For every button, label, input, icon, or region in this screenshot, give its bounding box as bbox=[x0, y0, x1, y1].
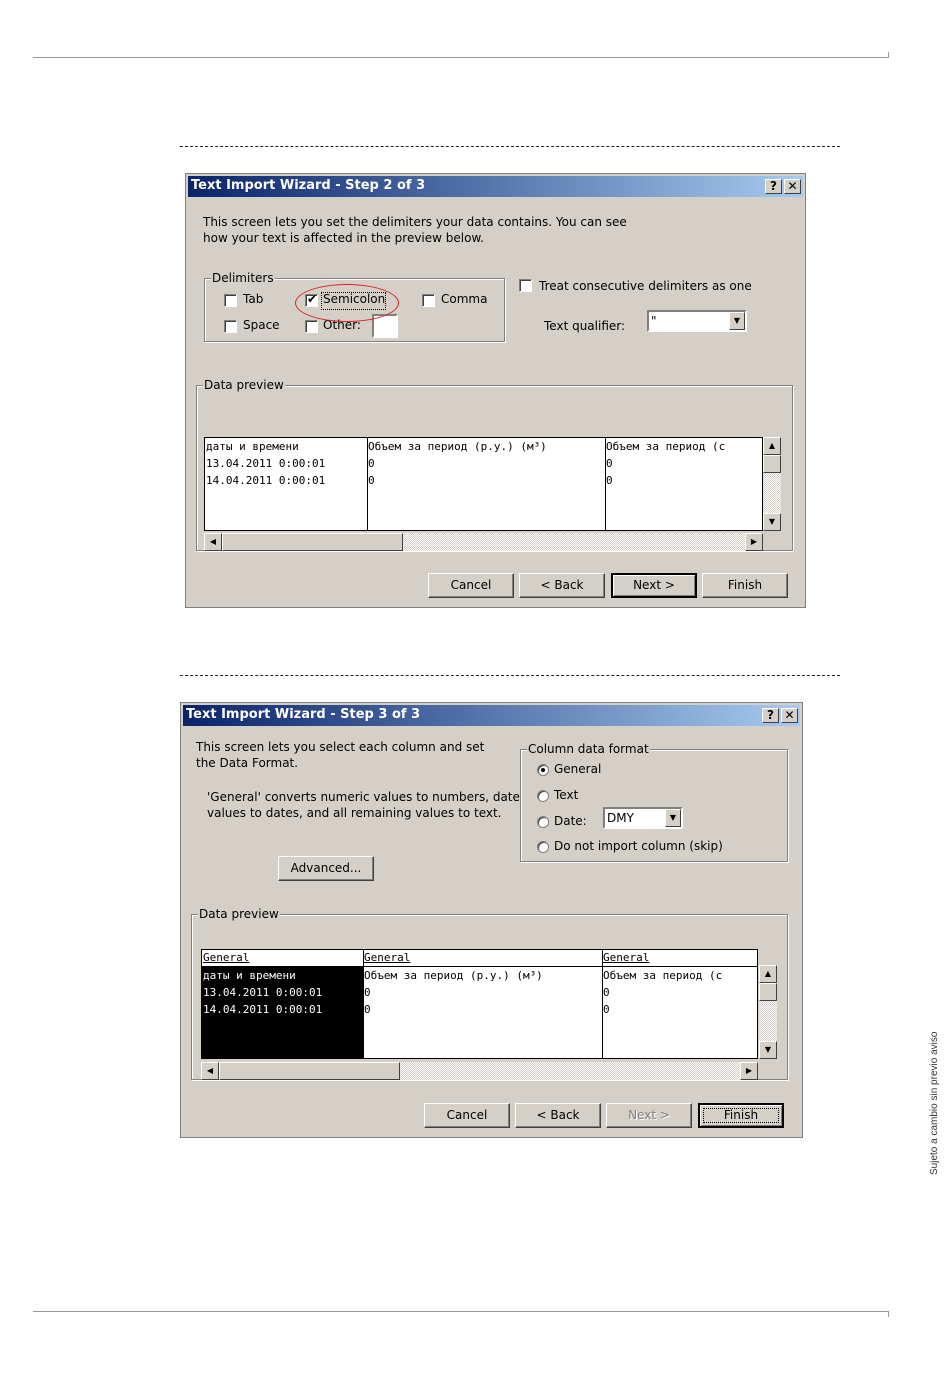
preview-cell: 0 bbox=[368, 474, 375, 487]
preview-cell: 0 bbox=[364, 1003, 371, 1016]
space-label: Space bbox=[243, 318, 280, 332]
preview-cell: 14.04.2011 0:00:01 bbox=[206, 474, 326, 487]
step2-dialog bbox=[185, 173, 806, 608]
text-qualifier-value: " bbox=[651, 314, 657, 328]
next-button[interactable]: Next > bbox=[606, 1103, 692, 1128]
scroll-up-icon[interactable]: ▲ bbox=[759, 965, 777, 983]
step2-preview-grid[interactable] bbox=[204, 437, 763, 531]
step2-titlebar bbox=[188, 176, 803, 197]
step2-title: Text Import Wizard - Step 2 of 3 bbox=[191, 178, 426, 193]
data-preview-legend: Data preview bbox=[199, 907, 279, 921]
date-format-value: DMY bbox=[607, 811, 634, 825]
scroll-down-icon[interactable]: ▼ bbox=[759, 1041, 777, 1059]
scroll-thumb[interactable] bbox=[759, 983, 777, 1001]
close-icon[interactable]: ✕ bbox=[781, 708, 798, 723]
preview-cell: 0 bbox=[364, 986, 371, 999]
preview-cell: даты и времени bbox=[206, 440, 299, 453]
finish-button[interactable] bbox=[698, 1103, 784, 1128]
preview-column-2[interactable] bbox=[367, 438, 606, 530]
text-qualifier-label: Text qualifier: bbox=[544, 319, 626, 333]
other-label: Other: bbox=[323, 318, 361, 332]
finish-button-label: Finish bbox=[723, 1108, 759, 1122]
general-label: General bbox=[554, 762, 602, 776]
preview-cell: 0 bbox=[603, 986, 610, 999]
chevron-down-icon[interactable]: ▼ bbox=[665, 809, 681, 827]
chevron-down-icon[interactable]: ▼ bbox=[729, 312, 745, 330]
step3-title: Text Import Wizard - Step 3 of 3 bbox=[186, 707, 421, 722]
step3-preview-grid[interactable] bbox=[201, 949, 758, 1059]
comma-checkbox[interactable] bbox=[422, 294, 435, 307]
text-label: Text bbox=[554, 788, 579, 802]
help-button[interactable]: ? bbox=[762, 708, 779, 723]
preview-column-2[interactable] bbox=[363, 950, 603, 1058]
preview-header[interactable]: General bbox=[602, 950, 758, 967]
preview-cell: Объем за период (р.у.) (м³) bbox=[364, 969, 543, 982]
preview-column-1[interactable] bbox=[205, 438, 368, 530]
treat-consecutive-label: Treat consecutive delimiters as one bbox=[539, 279, 752, 293]
focus-rect bbox=[703, 1108, 779, 1123]
preview-header[interactable]: General bbox=[202, 950, 363, 967]
date-format-select[interactable] bbox=[603, 807, 683, 829]
column-format-legend: Column data format bbox=[528, 742, 649, 756]
preview-cell: 13.04.2011 0:00:01 bbox=[206, 457, 326, 470]
scroll-up-icon[interactable]: ▲ bbox=[763, 437, 781, 455]
step2-horizontal-scrollbar[interactable] bbox=[204, 533, 763, 551]
tab-label: Tab bbox=[243, 292, 264, 306]
column-format-group bbox=[520, 742, 788, 862]
scroll-left-icon[interactable]: ◀ bbox=[201, 1062, 219, 1080]
preview-column-3[interactable] bbox=[602, 950, 758, 1058]
preview-cell: 0 bbox=[606, 457, 613, 470]
scroll-thumb[interactable] bbox=[763, 455, 781, 473]
check-mark-icon: ✔ bbox=[307, 292, 318, 306]
preview-cell: 14.04.2011 0:00:01 bbox=[203, 1003, 323, 1016]
step2-intro-line1: This screen lets you set the delimiters your data contains. You can see bbox=[203, 215, 627, 229]
close-icon[interactable]: ✕ bbox=[784, 179, 801, 194]
highlight-ellipse bbox=[295, 284, 399, 322]
preview-header[interactable]: General bbox=[363, 950, 602, 967]
scroll-right-icon[interactable]: ▶ bbox=[740, 1062, 758, 1080]
dashed-separator-1 bbox=[180, 146, 840, 147]
scroll-right-icon[interactable]: ▶ bbox=[745, 533, 763, 551]
top-rule bbox=[33, 57, 889, 58]
top-rule-tick bbox=[888, 52, 889, 58]
preview-cell: Объем за период (с bbox=[606, 440, 726, 453]
space-checkbox[interactable] bbox=[224, 320, 237, 333]
step3-vertical-scrollbar[interactable] bbox=[759, 965, 777, 1059]
treat-consecutive-checkbox[interactable] bbox=[519, 279, 532, 292]
skip-radio[interactable] bbox=[537, 841, 549, 853]
step3-dialog bbox=[180, 702, 803, 1138]
date-radio[interactable] bbox=[537, 816, 549, 828]
general-radio[interactable] bbox=[537, 764, 549, 776]
text-radio[interactable] bbox=[537, 790, 549, 802]
preview-cell: 0 bbox=[606, 474, 613, 487]
cancel-button[interactable]: Cancel bbox=[428, 573, 514, 598]
preview-cell: Объем за период (с bbox=[603, 969, 723, 982]
step3-horizontal-scrollbar[interactable] bbox=[201, 1062, 758, 1080]
back-button[interactable]: < Back bbox=[515, 1103, 601, 1128]
help-button[interactable]: ? bbox=[765, 179, 782, 194]
preview-cell: 13.04.2011 0:00:01 bbox=[203, 986, 323, 999]
step3-intro-line1: This screen lets you select each column and set bbox=[196, 740, 485, 754]
preview-column-3[interactable] bbox=[605, 438, 763, 530]
dashed-separator-2 bbox=[180, 675, 840, 676]
preview-cell: даты и времени bbox=[203, 969, 296, 982]
scroll-down-icon[interactable]: ▼ bbox=[763, 513, 781, 531]
next-button[interactable]: Next > bbox=[611, 573, 697, 598]
back-button[interactable]: < Back bbox=[519, 573, 605, 598]
date-label: Date: bbox=[554, 814, 587, 828]
semicolon-label: Semicolon bbox=[323, 292, 386, 306]
scroll-left-icon[interactable]: ◀ bbox=[204, 533, 222, 551]
step3-intro-line2: the Data Format. bbox=[196, 756, 299, 770]
skip-label: Do not import column (skip) bbox=[554, 839, 723, 853]
radio-dot-icon bbox=[541, 768, 545, 772]
bottom-rule bbox=[33, 1311, 889, 1312]
preview-cell: 0 bbox=[368, 457, 375, 470]
text-qualifier-select[interactable] bbox=[647, 310, 747, 332]
scroll-thumb[interactable] bbox=[222, 533, 403, 551]
advanced-button[interactable]: Advanced... bbox=[278, 856, 374, 881]
general-note-line1: 'General' converts numeric values to numbers, date bbox=[207, 790, 520, 804]
delimiters-legend: Delimiters bbox=[212, 271, 274, 285]
comma-label: Comma bbox=[441, 292, 488, 306]
other-checkbox[interactable] bbox=[305, 320, 318, 333]
tab-checkbox[interactable] bbox=[224, 294, 237, 307]
scroll-thumb[interactable] bbox=[219, 1062, 400, 1080]
step2-vertical-scrollbar[interactable] bbox=[763, 437, 781, 531]
data-preview-legend: Data preview bbox=[204, 378, 284, 392]
preview-column-1[interactable] bbox=[202, 950, 364, 1058]
preview-cell: Объем за период (р.у.) (м³) bbox=[368, 440, 547, 453]
finish-button[interactable]: Finish bbox=[702, 573, 788, 598]
side-note: Sujeto a cambio sin previo aviso bbox=[929, 1031, 940, 1175]
cancel-button[interactable]: Cancel bbox=[424, 1103, 510, 1128]
general-note-line2: values to dates, and all remaining values to text. bbox=[207, 806, 502, 820]
step2-intro-line2: how your text is affected in the preview below. bbox=[203, 231, 484, 245]
preview-cell: 0 bbox=[603, 1003, 610, 1016]
bottom-rule-tick bbox=[888, 1311, 889, 1317]
step3-titlebar bbox=[183, 705, 800, 726]
